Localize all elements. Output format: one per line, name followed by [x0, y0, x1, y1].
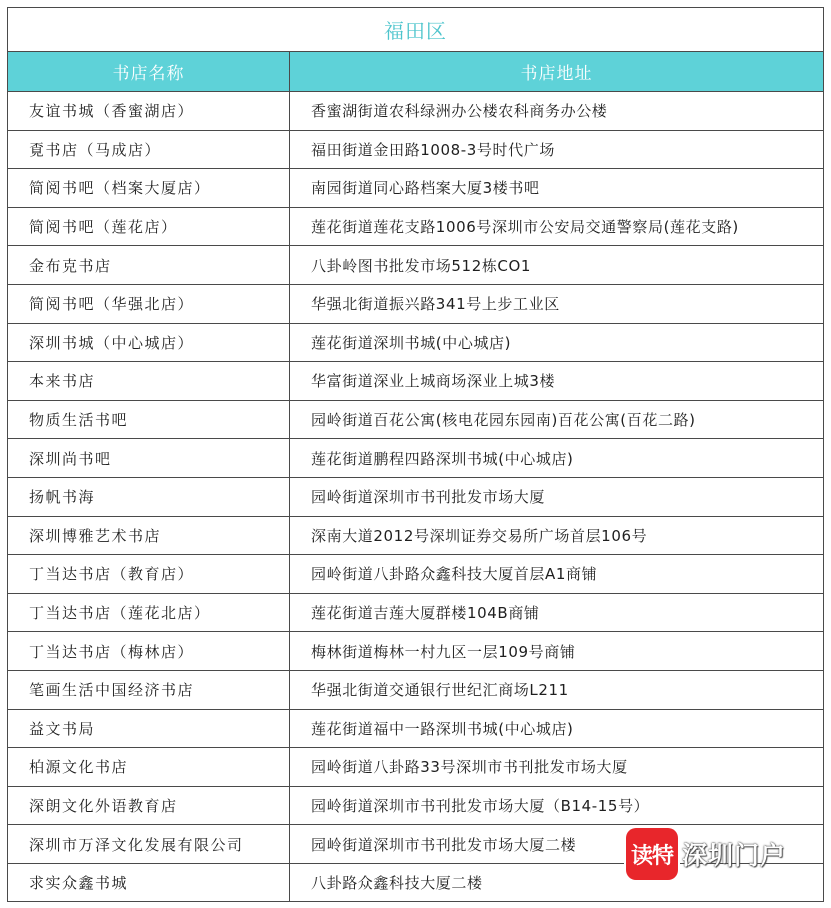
bookstore-name-cell: 简阅书吧（莲花店）	[8, 207, 290, 246]
table-row	[8, 284, 824, 323]
bookstore-name-cell: 深圳尚书吧	[8, 439, 290, 478]
bookstore-address-cell: 香蜜湖街道农科绿洲办公楼农科商务办公楼	[290, 92, 824, 131]
bookstore-address-cell: 园岭街道八卦路33号深圳市书刊批发市场大厦	[290, 748, 824, 787]
table-row	[8, 670, 824, 709]
table-row	[8, 477, 824, 516]
bookstore-address-cell: 莲花街道莲花支路1006号深圳市公安局交通警察局(莲花支路)	[290, 207, 824, 246]
table-row	[8, 632, 824, 671]
bookstore-name-cell: 物质生活书吧	[8, 400, 290, 439]
bookstore-name-cell: 深圳书城（中心城店）	[8, 323, 290, 362]
bookstore-address-cell: 华富街道深业上城商场深业上城3楼	[290, 362, 824, 401]
watermark-badge: 读特	[626, 828, 678, 880]
bookstore-name-cell: 金布克书店	[8, 246, 290, 285]
bookstore-table	[7, 7, 824, 902]
bookstore-table-container	[7, 7, 823, 902]
bookstore-address-cell: 梅林街道梅林一村九区一层109号商铺	[290, 632, 824, 671]
bookstore-address-cell: 园岭街道深圳市书刊批发市场大厦	[290, 477, 824, 516]
table-row	[8, 786, 824, 825]
bookstore-address-cell: 八卦岭图书批发市场512栋CO1	[290, 246, 824, 285]
bookstore-address-cell: 园岭街道八卦路众鑫科技大厦首层A1商铺	[290, 555, 824, 594]
bookstore-address-cell: 莲花街道吉莲大厦群楼104B商铺	[290, 593, 824, 632]
bookstore-name-cell: 笔画生活中国经济书店	[8, 670, 290, 709]
bookstore-address-cell: 南园街道同心路档案大厦3楼书吧	[290, 169, 824, 208]
bookstore-address-cell: 园岭街道深圳市书刊批发市场大厦（B14-15号）	[290, 786, 824, 825]
bookstore-name-cell: 本来书店	[8, 362, 290, 401]
bookstore-address-cell: 莲花街道深圳书城(中心城店)	[290, 323, 824, 362]
table-row	[8, 709, 824, 748]
bookstore-address-cell: 华强北街道振兴路341号上步工业区	[290, 284, 824, 323]
column-header-name: 书店名称	[8, 52, 290, 92]
table-row	[8, 439, 824, 478]
table-row	[8, 323, 824, 362]
bookstore-name-cell: 深圳市万泽文化发展有限公司	[8, 825, 290, 864]
bookstore-name-cell: 友谊书城（香蜜湖店）	[8, 92, 290, 131]
table-row	[8, 362, 824, 401]
watermark-text: 深圳门户	[682, 841, 787, 870]
table-row	[8, 748, 824, 787]
table-row	[8, 593, 824, 632]
bookstore-name-cell: 益文书局	[8, 709, 290, 748]
bookstore-address-cell: 园岭街道深圳市书刊批发市场大厦二楼	[290, 825, 824, 864]
table-header-row	[8, 52, 824, 92]
bookstore-name-cell: 简阅书吧（华强北店）	[8, 284, 290, 323]
bookstore-address-cell: 福田街道金田路1008-3号时代广场	[290, 130, 824, 169]
column-header-address: 书店地址	[290, 52, 824, 92]
table-row	[8, 246, 824, 285]
table-row	[8, 516, 824, 555]
bookstore-address-cell: 八卦路众鑫科技大厦二楼	[290, 863, 824, 902]
table-row	[8, 169, 824, 208]
table-body	[8, 92, 824, 902]
table-title: 福田区	[8, 8, 824, 52]
bookstore-address-cell: 华强北街道交通银行世纪汇商场L211	[290, 670, 824, 709]
bookstore-address-cell: 莲花街道鹏程四路深圳书城(中心城店)	[290, 439, 824, 478]
bookstore-name-cell: 柏源文化书店	[8, 748, 290, 787]
table-row	[8, 92, 824, 131]
table-row	[8, 130, 824, 169]
table-row	[8, 207, 824, 246]
watermark-logo	[626, 827, 786, 881]
bookstore-name-cell: 扬帆书海	[8, 477, 290, 516]
bookstore-name-cell: 求实众鑫书城	[8, 863, 290, 902]
bookstore-address-cell: 莲花街道福中一路深圳书城(中心城店)	[290, 709, 824, 748]
table-row	[8, 400, 824, 439]
bookstore-address-cell: 深南大道2012号深圳证券交易所广场首层106号	[290, 516, 824, 555]
bookstore-name-cell: 覔书店（马成店）	[8, 130, 290, 169]
bookstore-name-cell: 丁当达书店（莲花北店）	[8, 593, 290, 632]
bookstore-name-cell: 丁当达书店（梅林店）	[8, 632, 290, 671]
bookstore-address-cell: 园岭街道百花公寓(核电花园东园南)百花公寓(百花二路)	[290, 400, 824, 439]
bookstore-name-cell: 深圳博雅艺术书店	[8, 516, 290, 555]
bookstore-name-cell: 简阅书吧（档案大厦店）	[8, 169, 290, 208]
bookstore-name-cell: 丁当达书店（教育店）	[8, 555, 290, 594]
bookstore-name-cell: 深朗文化外语教育店	[8, 786, 290, 825]
table-row	[8, 555, 824, 594]
